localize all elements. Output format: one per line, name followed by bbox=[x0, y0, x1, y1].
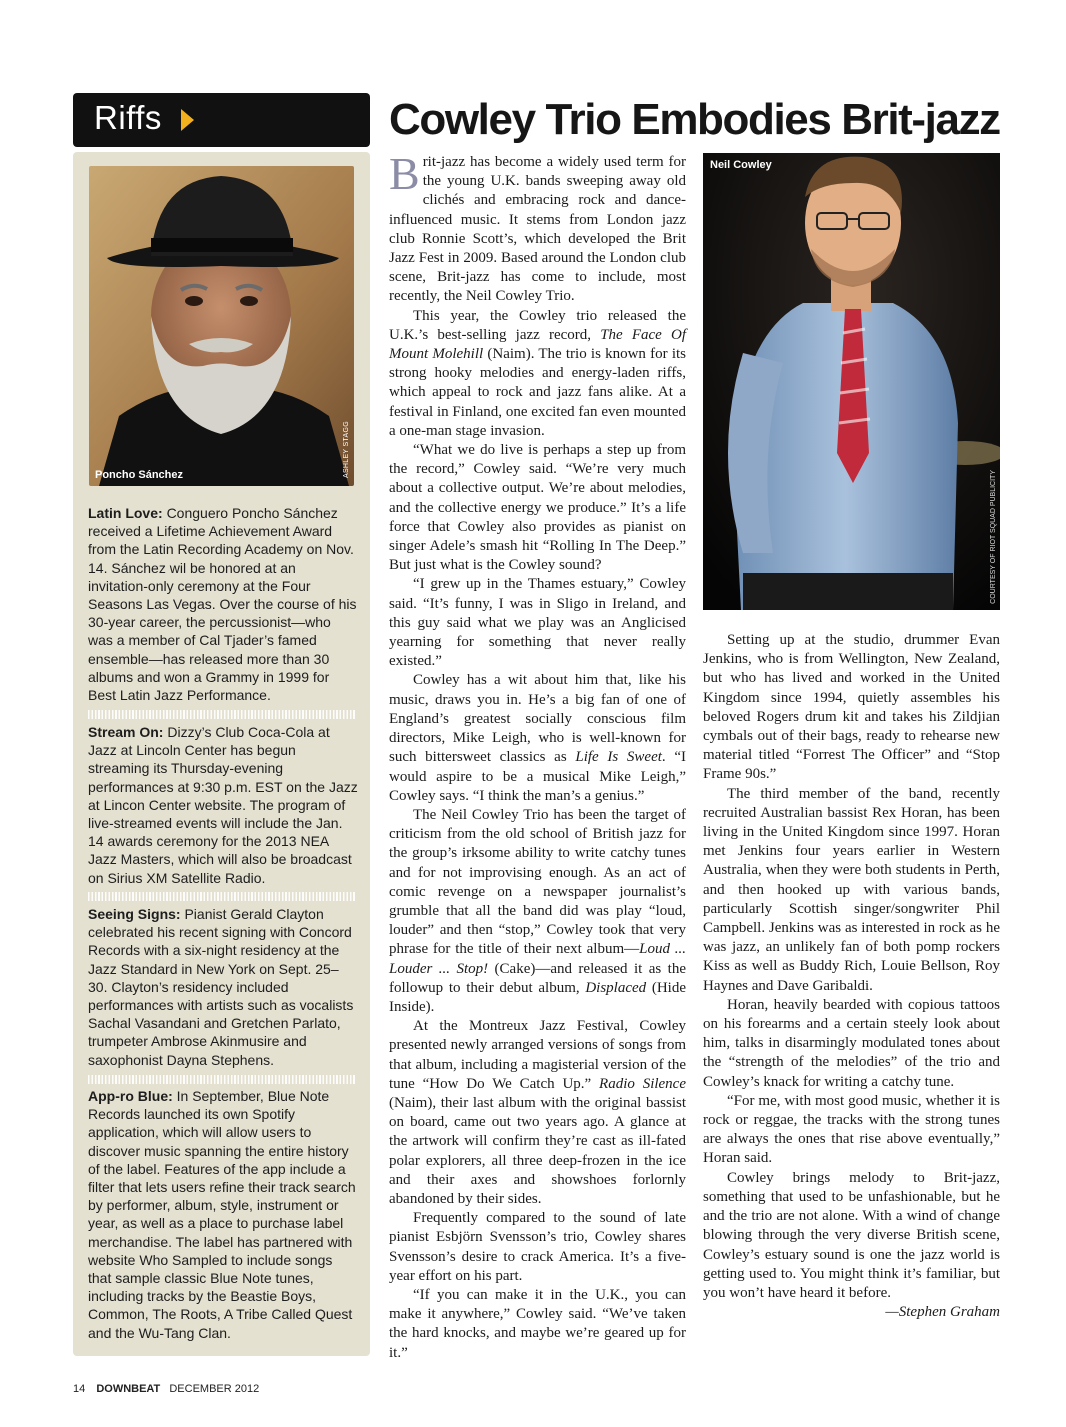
article-paragraph: At the Montreux Jazz Festival, Cowley presented newly arranged versions of songs from that album, including a magisterial version of the tune “How Do We Catch Up.” Radio Silence (Naim), their last album with the original bassist on board, came out two years ago. A glance at the artwork will confirm they’re cast as ill-fated polar explorers, all three deep-frozen in the ice and their axes and showshoes forlornly abandoned by their sides. bbox=[389, 1018, 686, 1207]
section-banner bbox=[73, 93, 370, 147]
article-paragraph: The third member of the band, recently recruited Australian bassist Rex Horan, has been living in the United Kingdom since 1997. Horan met Jenkins four years earlier in Western Australia, when they were both students in Perth, and then hooked up with various bands, particularly Scottish singer/songwriter Phil Campbell. Jenkins was as interested in rock as he was jazz, an unlikely fan of both pomp rockers Kiss as well as Buddy Rich, Louie Bellson, Roy Haynes and Dave Garibaldi. bbox=[703, 785, 1000, 994]
article-paragraph: Frequently compared to the sound of late pianist Esbjörn Svensson’s trio, Cowley shares Svensson’s desire to crack America. It’s a five-year effort on his part. bbox=[389, 1210, 686, 1284]
portrait-image bbox=[703, 153, 1000, 610]
article-paragraph: “I grew up in the Thames estuary,” Cowley said. “It’s funny, I was in Sligo in Ireland, and this guy said what we play was an Anglicised yearning for something that never really existed.” bbox=[389, 576, 686, 670]
article-column-1 bbox=[389, 148, 687, 1363]
portrait-image bbox=[89, 166, 354, 486]
article-paragraph: “What we do live is perhaps a step up from the record,” Cowley said. “We’re very much about a collective output. We’re about melodies, and the collective energy we produce.” It’s a life force that Cowley also provides as pianist on singer Adele’s smash hit “Rolling In The Deep.” But just what is the Cowley sound? bbox=[389, 442, 686, 574]
photo-credit: ASHLEY STAGG bbox=[343, 420, 350, 478]
brief-seeing-signs: Seeing Signs: Pianist Gerald Clayton celebrated his recent signing with Concord Records with a six-night residency at the Jazz Standard in New York on Sept. 25–30. Clayton’s residency included performances with artists such as vocalists Sachal Vasandani and Gretchen Parlato, trumpeter Ambrose Akinmusire and saxophonist Dayna Stephens. bbox=[88, 906, 354, 1068]
article-paragraph: This year, the Cowley trio released the U.K.’s best-selling jazz record, The Face Of Mount Molehill (Naim). The trio is known for its strong hooky melodies and energy-laden riffs, which appeal to rock and jazz fans alike. At a festival in Finland, one excited fan even mounted a one-man stage invasion. bbox=[389, 307, 686, 439]
divider bbox=[88, 892, 356, 901]
poncho-sanchez-photo bbox=[89, 166, 354, 486]
arrow-right-icon bbox=[181, 109, 194, 131]
drop-cap: B bbox=[389, 148, 420, 199]
article-paragraph: “If you can make it in the U.K., you can make it anywhere,” Cowley said. “We’ve taken the hard knocks, and maybe we’re geared up for it.” bbox=[389, 1286, 686, 1361]
section-label: Riffs bbox=[94, 99, 162, 136]
byline: —Stephen Graham bbox=[885, 1304, 1000, 1321]
article-paragraph: The Neil Cowley Trio has been the target of criticism from the old school of British jazz for the group’s irksome ability to write catchy tunes and for not improvising enough. As an act of comic revenge on a newspaper journalist’s grumble that all the band did was play “loud, louder” and then “stop,” Cowley took that very phrase for the title of their next album—Loud ... Louder ... Stop! (Cake)—and released it as the followup to their debut album, Displaced (Hide Inside). bbox=[389, 806, 687, 1015]
article-column-2 bbox=[703, 631, 1000, 1322]
page-number: 14 bbox=[73, 1383, 86, 1395]
photo-caption: Neil Cowley bbox=[710, 159, 772, 171]
article-paragraph: Setting up at the studio, drummer Evan Jenkins, who is from Wellington, New Zealand, but who has lived and worked in the United Kingdom since 1994, quietly assembles his beloved Rogers drum kit and takes his Zildjian cymbals out of their bags, ready to rehearse new material titled “Forrest The Officer” and “Stop Frame 90s.” bbox=[703, 632, 1000, 783]
photo-caption: Poncho Sánchez bbox=[95, 469, 184, 481]
brief-app-ro-blue: App-ro Blue: In September, Blue Note Records launched its own Spotify application, which will allow users to discover music spanning the entire history of the label. Features of the app include a filter that lets users refine their track search by performer, album, style, instrument or year, as well as a place to purchase label merchandise. The label has partnered with website Who Sampled to include songs that sample classic Blue Note tunes, including tracks by the Beastie Boys, Common, The Roots, A Tribe Called Quest and the Wu-Tang Clan. bbox=[88, 1088, 356, 1341]
sidebar bbox=[73, 152, 370, 1356]
neil-cowley-photo bbox=[703, 153, 1000, 610]
brief-latin-love: Latin Love: Conguero Poncho Sánchez received a Lifetime Achievement Award from the Latin Recording Academy on Nov. 14. Sánchez wil be honored at an invitation-only ceremony at the Four Seasons Las Vegas. Over the course of his 30-year career, the percussionist—who was a member of Cal Tjader’s famed ensemble—has released more than 30 albums and won a Grammy in 1999 for Best Latin Jazz Performance. bbox=[88, 505, 357, 704]
divider bbox=[88, 1075, 356, 1084]
divider bbox=[88, 710, 356, 719]
article-paragraph: Brit-jazz has become a widely used term for the young U.K. bands sweeping away old clichés and embracing rock and dance-influenced music. It stems from London jazz club Ronnie Scott’s, which developed the Brit Jazz Fest in 2009. Based around the London club scene, Brit-jazz has come to include, most recently, the Neil Cowley Trio. bbox=[389, 148, 686, 305]
article-paragraph: “For me, with most good music, whether it is rock or reggae, the tracks with the strong tunes are always the ones that rise above eventually,” Horan said. bbox=[703, 1092, 1000, 1167]
photo-credit: COURTESY OF RIOT SQUAD PUBLICITY bbox=[990, 470, 997, 604]
article-headline: Cowley Trio Embodies Brit-jazz bbox=[389, 95, 1000, 144]
issue-date: DECEMBER 2012 bbox=[169, 1383, 260, 1395]
page-footer bbox=[73, 1383, 259, 1395]
article-paragraph: Cowley brings melody to Brit-jazz, something that used to be unfashionable, but he and the trio are not alone. With a wind of change blowing through the very diverse British scene, Cowley’s estuary sound is one the jazz world is getting used to. You might think it’s familiar, but you won’t have heard it before. bbox=[703, 1169, 1000, 1301]
article-paragraph: Horan, heavily bearded with copious tattoos on his forearms and a certain steely look about him, talks in disarmingly modulated tones about the “strength of the melodies” of the trio and Cowley’s knack for writing a catchy tune. bbox=[703, 996, 1000, 1090]
magazine-name: DOWNBEAT bbox=[96, 1383, 161, 1395]
article-paragraph: Cowley has a wit about him that, like his music, draws you in. He’s a big fan of one of England’s greatest socially conscious film directors, Mike Leigh, who is well-known for such bittersweet classics as Life Is Sweet. “I would aspire to be a musical Mike Leigh,” Cowley says. “I think the man’s a genius.” bbox=[389, 672, 686, 804]
brief-stream-on: Stream On: Dizzy’s Club Coca-Cola at Jazz at Lincoln Center has begun streaming its Thursday-evening performances at 9:30 p.m. EST on the Jazz at Lincon Center website. The program of live-streamed events will include the Jan. 14 awards ceremony for the 2013 NEA Jazz Masters, which will also be broadcast on Sirius XM Satellite Radio. bbox=[88, 724, 358, 886]
